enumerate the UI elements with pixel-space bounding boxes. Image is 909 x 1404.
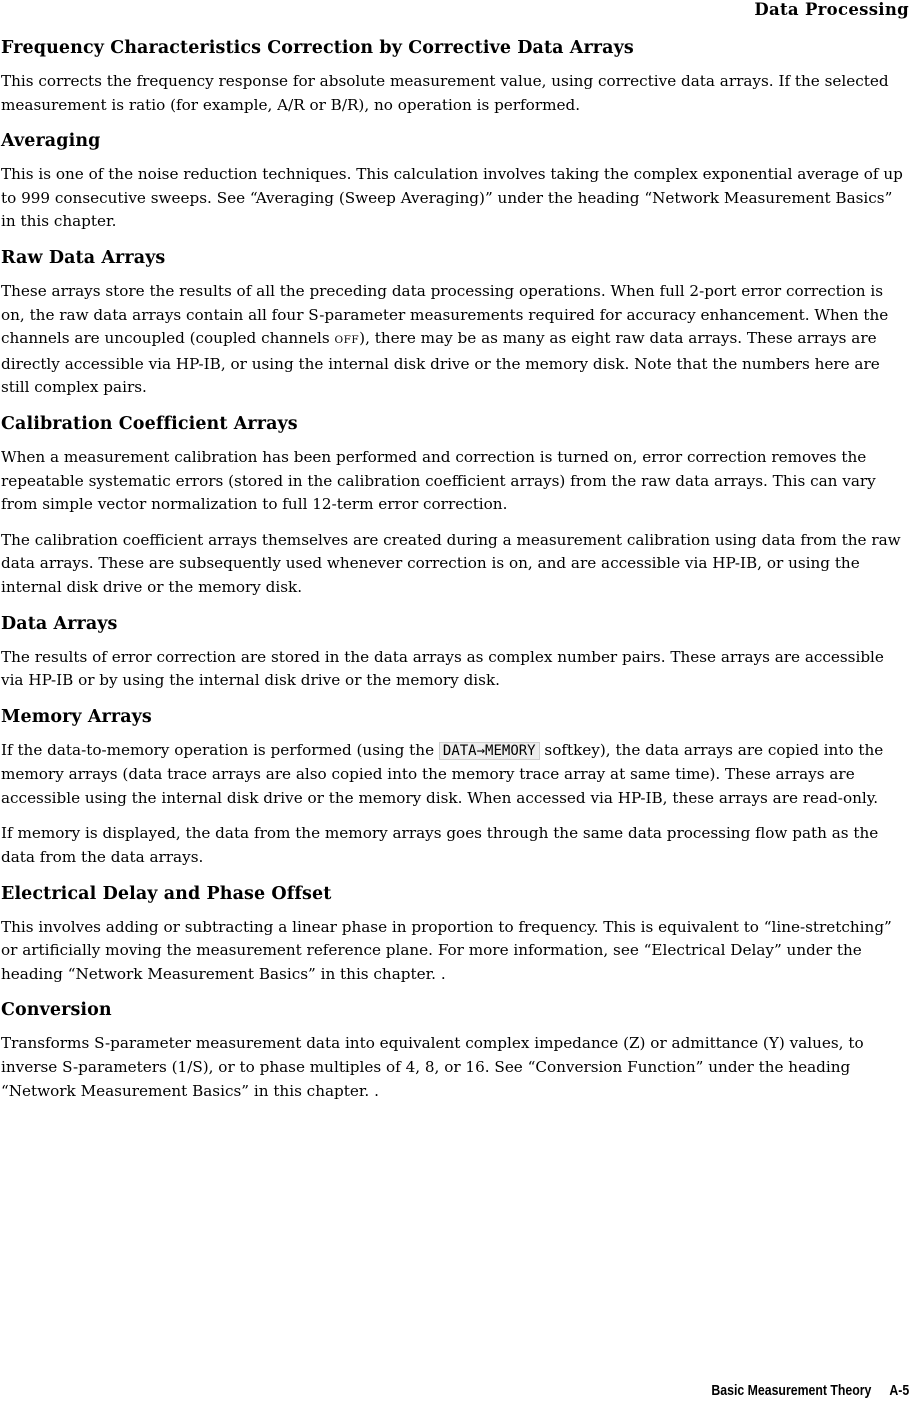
section-heading: Conversion (1, 1000, 112, 1021)
section-calibration-coefficient-arrays (1, 412, 909, 600)
section-conversion (1, 998, 909, 1103)
footer-title: Basic Measurement Theory (711, 1382, 872, 1399)
section-memory-arrays (1, 705, 909, 870)
section-data-arrays (1, 612, 909, 693)
paragraph (1, 280, 909, 400)
paragraph: When a measurement calibration has been performed and correction is turned on, error correction removes the repeatable systematic errors (stored in the calibration coefficient arrays) from the raw data arrays. This can vary from simple vector normalization to full 12-term error correction. (1, 447, 876, 514)
section-heading: Raw Data Arrays (1, 247, 166, 268)
paragraph-text: ), there may be as many as eight raw data arrays. These arrays are directly accessible via HP-IB, or using the internal disk drive or the memory disk. Note that the numbers here are still complex pairs. (1, 329, 880, 397)
key-label-off: OFF (334, 334, 360, 347)
paragraph-text: These arrays store the results of all the preceding data processing operations. When full 2-port error correction is on, the raw data arrays contain all four S-parameter measurements required for accuracy enhancement. When the channels are uncoupled (coupled channels (1, 281, 889, 348)
section-frequency-correction (1, 36, 909, 117)
section-electrical-delay (1, 882, 909, 987)
paragraph-text: If the data-to-memory operation is performed (using the (1, 740, 439, 759)
section-heading: Electrical Delay and Phase Offset (1, 883, 332, 904)
paragraph: The calibration coefficient arrays themselves are created during a measurement calibration using data from the raw data arrays. These are subsequently used whenever correction is on, and are accessible via HP-IB, or using the internal disk drive or the memory disk. (1, 530, 901, 596)
paragraph: This involves adding or subtracting a linear phase in proportion to frequency. This is equivalent to “line-stretching” or artificially moving the measurement reference plane. For more information, see “Electrical Delay” under the heading “Network Measurement Basics” in this chapter. . (1, 917, 892, 983)
paragraph: If memory is displayed, the data from the memory arrays goes through the same data processing flow path as the data from the data arrays. (1, 824, 879, 867)
section-heading: Averaging (1, 131, 101, 152)
paragraph: Transforms S-parameter measurement data into equivalent complex impedance (Z) or admittance (Y) values, to inverse S-parameters (1/S), or to phase multiples of 4, 8, or 16. See “Conversion Function” under the heading “Network Measurement Basics” in this chapter. . (1, 1034, 864, 1100)
section-averaging (1, 129, 909, 234)
data-to-memory-softkey: DATA→MEMORY (439, 742, 540, 760)
page-footer (711, 1382, 909, 1399)
section-heading: Memory Arrays (1, 706, 152, 727)
document-body (1, 36, 909, 1115)
section-heading: Data Arrays (1, 613, 118, 634)
paragraph: This corrects the frequency response for absolute measurement value, using corrective data arrays. If the selected measurement is ratio (for example, A/R or B/R), no operation is performed. (1, 72, 889, 114)
section-heading: Frequency Characteristics Correction by Corrective Data Arrays (1, 38, 634, 58)
paragraph (1, 739, 909, 811)
paragraph: The results of error correction are stored in the data arrays as complex number pairs. These arrays are accessible via HP-IB or by using the internal disk drive or the memory disk. (1, 647, 884, 690)
section-raw-data-arrays (1, 246, 909, 400)
page-number: A-5 (889, 1382, 909, 1399)
running-head: Data Processing (754, 0, 909, 19)
section-heading: Calibration Coefficient Arrays (1, 413, 298, 434)
paragraph-text: softkey), the data arrays are copied into the memory arrays (data trace arrays are also copied into the memory trace array at same time). These arrays are accessible using the internal disk drive or the memory disk. When accessed via HP-IB, these arrays are read-only. (1, 740, 884, 807)
paragraph: This is one of the noise reduction techniques. This calculation involves taking the complex exponential average of up to 999 consecutive sweeps. See “Averaging (Sweep Averaging)” under the heading “Network Measurement Basics” in this chapter. (1, 165, 903, 231)
